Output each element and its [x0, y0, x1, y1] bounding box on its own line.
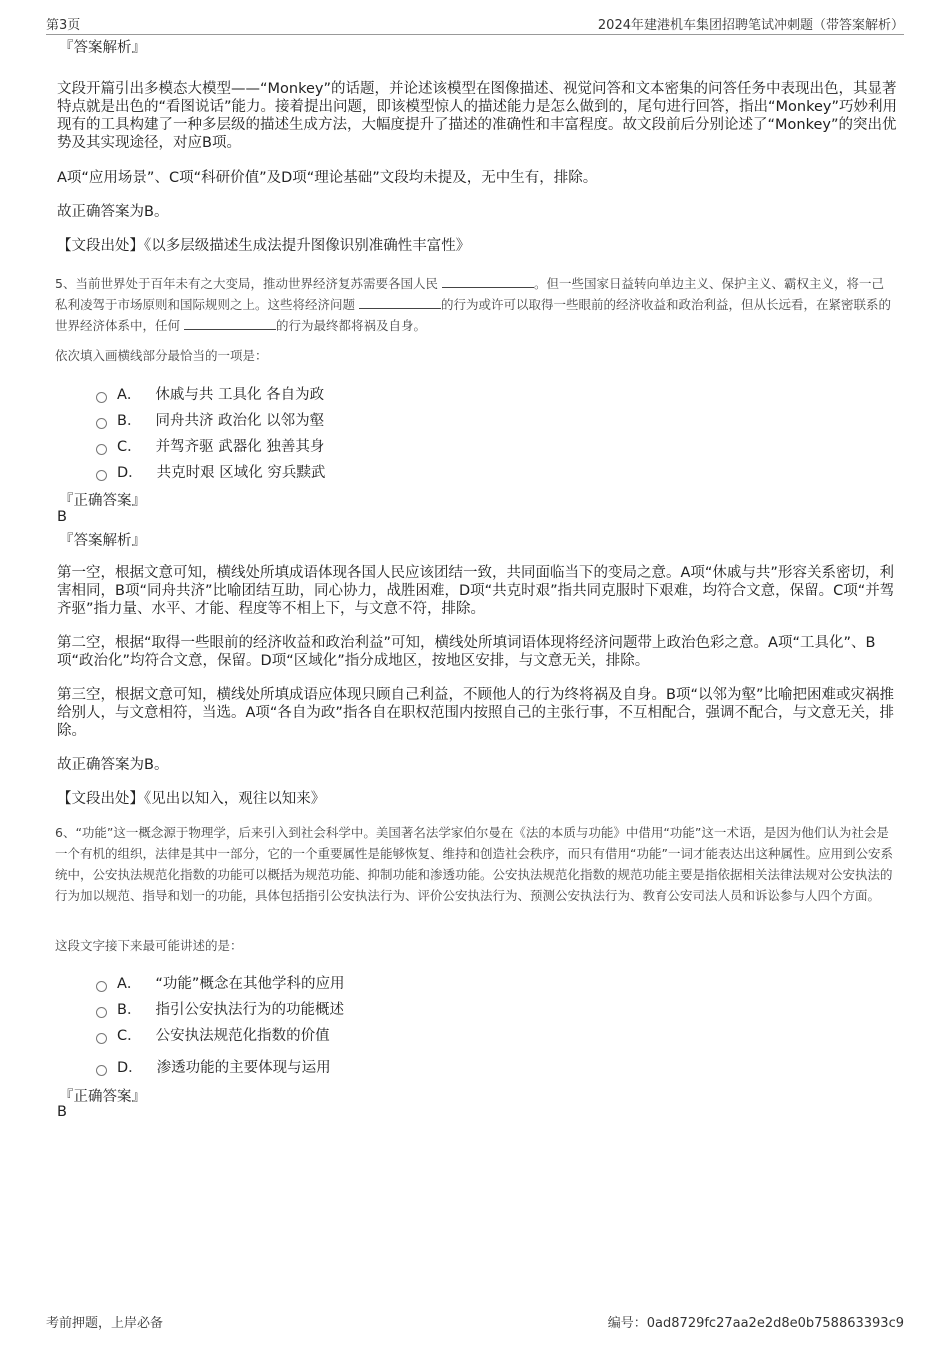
document-code: 编号：0ad8729fc27aa2e2d8e0b758863393c9 — [607, 1316, 904, 1331]
q6-answer-label: 『正确答案』 — [59, 1089, 146, 1105]
q5-stem: 5、当前世界处于百年未有之大变局，推动世界经济复苏需要各国人民 。但一些国家日益转向单边主义、保护主义、霸权主义，将一己私利凌驾于市场原则和国际规则之上。这些将经济问题 的行为或许可以取得一些眼前的经济收益和政治利益，但从长远看，在紧密联系的世界经济体系中，任何 的行为最终都将祸及自身。 — [55, 276, 892, 333]
radio-icon[interactable] — [96, 981, 107, 992]
q5-source: 【文段出处】《见出以知入，观往以知来》 — [57, 791, 326, 807]
q5-option-d[interactable]: D． 共克时艰 区域化 穷兵黩武 — [96, 461, 325, 482]
radio-icon[interactable] — [96, 1065, 107, 1076]
radio-icon[interactable] — [96, 470, 107, 481]
q5-option-a[interactable]: A． 休戚与共 工具化 各自为政 — [96, 383, 324, 404]
q4-analysis-paragraph-1: 文段开篇引出多模态大模型——“Monkey”的话题，并论述该模型在图像描述、视觉问答和文本密集的问答任务中表现出色，其显著特点就是出色的“看图说话”能力。接着提出问题，即该模型惊人的描述能力是怎么做到的，尾句进行回答，指出“Monkey”巧妙利用现有的工具构建了一种多层级的描述生成方法，大幅度提升了描述的准确性和丰富程度。故文段前后分别论述了“Monkey”的突出优势及其实现途径，对应B项。 — [57, 81, 897, 151]
q5-option-c[interactable]: C． 并驾齐驱 武器化 独善其身 — [96, 435, 324, 456]
q6-option-c[interactable]: C． 公安执法规范化指数的价值 — [96, 1024, 330, 1045]
q4-analysis-label: 『答案解析』 — [59, 40, 146, 56]
page-footer — [46, 1312, 904, 1330]
q4-source: 【文段出处】《以多层级描述生成法提升图像识别准确性丰富性》 — [57, 238, 471, 254]
q5-analysis-paragraph-1: 第一空，根据文意可知，横线处所填成语体现各国人民应该团结一致，共同面临当下的变局之意。A项“休戚与共”形容关系密切，利害相同，B项“同舟共济”比喻团结互助，同心协力，战胜困难，D项“共克时艰”指共同克服时下艰难，均符合文意，保留。C项“并驾齐驱”指力量、水平、才能、程度等不相上下，与文意不符，排除。 — [57, 565, 895, 617]
q6-prompt: 这段文字接下来最可能讲述的是： — [55, 938, 243, 953]
q6-option-b[interactable]: B． 指引公安执法行为的功能概述 — [96, 998, 344, 1019]
q5-analysis-paragraph-3: 第三空，根据文意可知，横线处所填成语应体现只顾自己利益，不顾他人的行为终将祸及自身。B项“以邻为壑”比喻把困难或灾祸推给别人，与文意相符，当选。A项“各自为政”指各自在职权范围内按照自己的主张行事，不互相配合，强调不配合，与文意无关，排除。 — [57, 687, 894, 739]
q5-option-b[interactable]: B． 同舟共济 政治化 以邻为壑 — [96, 409, 324, 430]
q5-analysis-label: 『答案解析』 — [59, 533, 146, 549]
radio-icon[interactable] — [96, 418, 107, 429]
q6-option-d[interactable]: D． 渗透功能的主要体现与运用 — [96, 1056, 331, 1077]
page-header — [46, 14, 904, 35]
radio-icon[interactable] — [96, 1033, 107, 1044]
q6-stem: 6、“功能”这一概念源于物理学，后来引入到社会科学中。美国著名法学家伯尔曼在《法的本质与功能》中借用“功能”这一术语，是因为他们认为社会是一个有机的组织，法律是其中一部分，它的一个重要属性是能够恢复、维持和创造社会秩序，而只有借用“功能”一词才能表达出这种属性。应用到公安系统中，公安执法规范化指数的功能可以概括为规范功能、抑制功能和渗透功能。公安执法规范化指数的规范功能主要是指依据相关法律法规对公安执法的行为加以规范、指导和划一的功能，具体包括指引公安执法行为、评价公安执法行为、预测公安执法行为、教育公安司法人员和诉讼参与人四个方面。 — [55, 825, 893, 903]
q5-answer: B — [57, 509, 67, 525]
blank-3 — [184, 317, 276, 330]
page-number: 第3页 — [46, 18, 81, 33]
q5-prompt: 依次填入画横线部分最恰当的一项是： — [55, 348, 268, 363]
q4-analysis-paragraph-2: A项“应用场景”、C项“科研价值”及D项“理论基础”文段均未提及，无中生有，排除。 — [57, 170, 598, 186]
footer-slogan: 考前押题，上岸必备 — [46, 1316, 164, 1331]
blank-1 — [442, 275, 534, 288]
q4-analysis-paragraph-3: 故正确答案为B。 — [57, 204, 169, 220]
document-title: 2024年建港机车集团招聘笔试冲刺题（带答案解析） — [597, 18, 904, 33]
blank-2 — [359, 296, 441, 309]
q5-analysis-paragraph-4: 故正确答案为B。 — [57, 757, 169, 773]
q5-analysis-paragraph-2: 第二空，根据“取得一些眼前的经济收益和政治利益”可知，横线处所填词语体现将经济问题带上政治色彩之意。A项“工具化”、B项“政治化”均符合文意，保留。D项“区域化”指分成地区，按地区安排，与文意无关，排除。 — [57, 635, 876, 669]
radio-icon[interactable] — [96, 1007, 107, 1018]
q6-answer: B — [57, 1104, 67, 1120]
q5-answer-label: 『正确答案』 — [59, 493, 146, 509]
radio-icon[interactable] — [96, 444, 107, 455]
q6-option-a[interactable]: A． “功能”概念在其他学科的应用 — [96, 972, 344, 993]
radio-icon[interactable] — [96, 392, 107, 403]
